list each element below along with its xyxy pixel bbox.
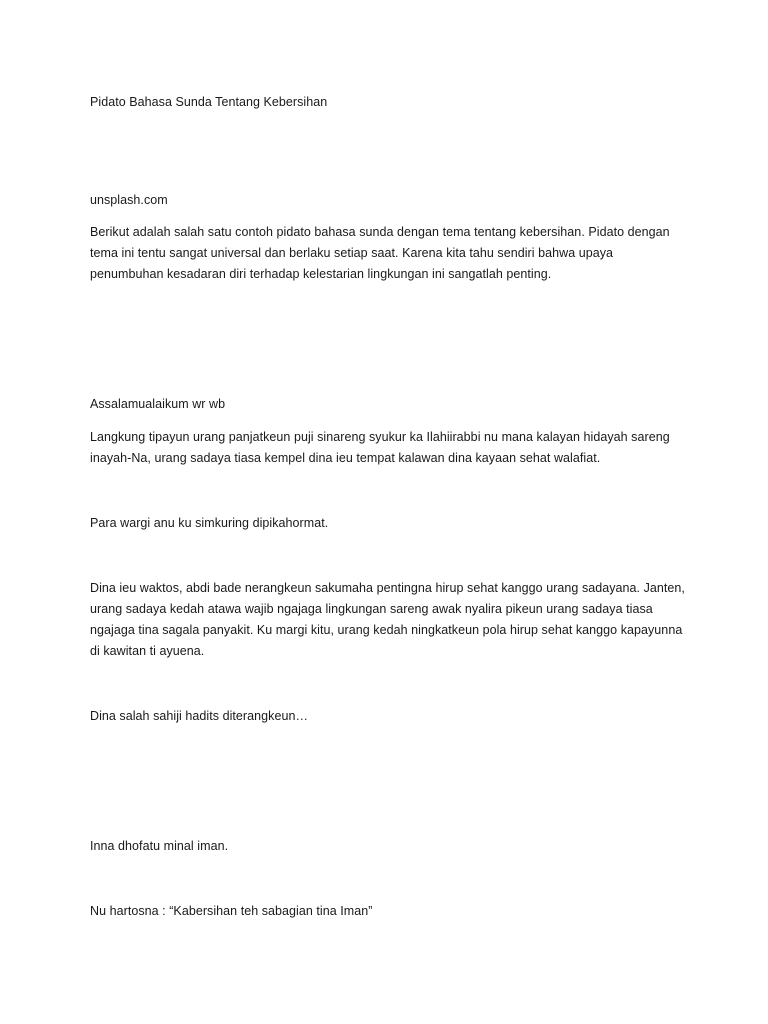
image-source-caption: unsplash.com (90, 193, 168, 207)
opening-paragraph: Langkung tipayun urang panjatkeun puji sinareng syukur ka Ilahiirabbi nu mana kalayan hidayah sareng inayah-Na, urang sadaya tiasa kempel dina ieu tempat kalawan dina kayaan sehat walafiat. (90, 430, 670, 465)
hadith-line: Inna dhofatu minal iman. (90, 839, 229, 853)
greeting-line: Assalamualaikum wr wb (90, 397, 226, 411)
document-title: Pidato Bahasa Sunda Tentang Kebersihan (90, 95, 328, 109)
address-line: Para wargi anu ku simkuring dipikahormat. (90, 516, 329, 530)
hadith-intro-line: Dina salah sahiji hadits diterangkeun… (90, 709, 309, 723)
body-paragraph: Dina ieu waktos, abdi bade nerangkeun sakumaha pentingna hirup sehat kanggo urang sadayana. Janten, urang sadaya kedah atawa wajib ngajaga lingkungan sareng awak nyalira pikeun urang sadaya tiasa ngajaga tina sagala panyakit. Ku margi kitu, urang kedah ningkatkeun pola hirup sehat kanggo kapayunna di kawitan ti ayuena. (90, 581, 685, 658)
meaning-line: Nu hartosna : “Kabersihan teh sabagian tina Iman” (90, 904, 373, 918)
intro-paragraph: Berikut adalah salah satu contoh pidato bahasa sunda dengan tema tentang kebersihan. Pidato dengan tema ini tentu sangat universal dan berlaku setiap saat. Karena kita tahu sendiri bahwa upaya penumbuhan kesadaran diri terhadap kelestarian lingkungan ini sangatlah penting. (90, 225, 670, 281)
